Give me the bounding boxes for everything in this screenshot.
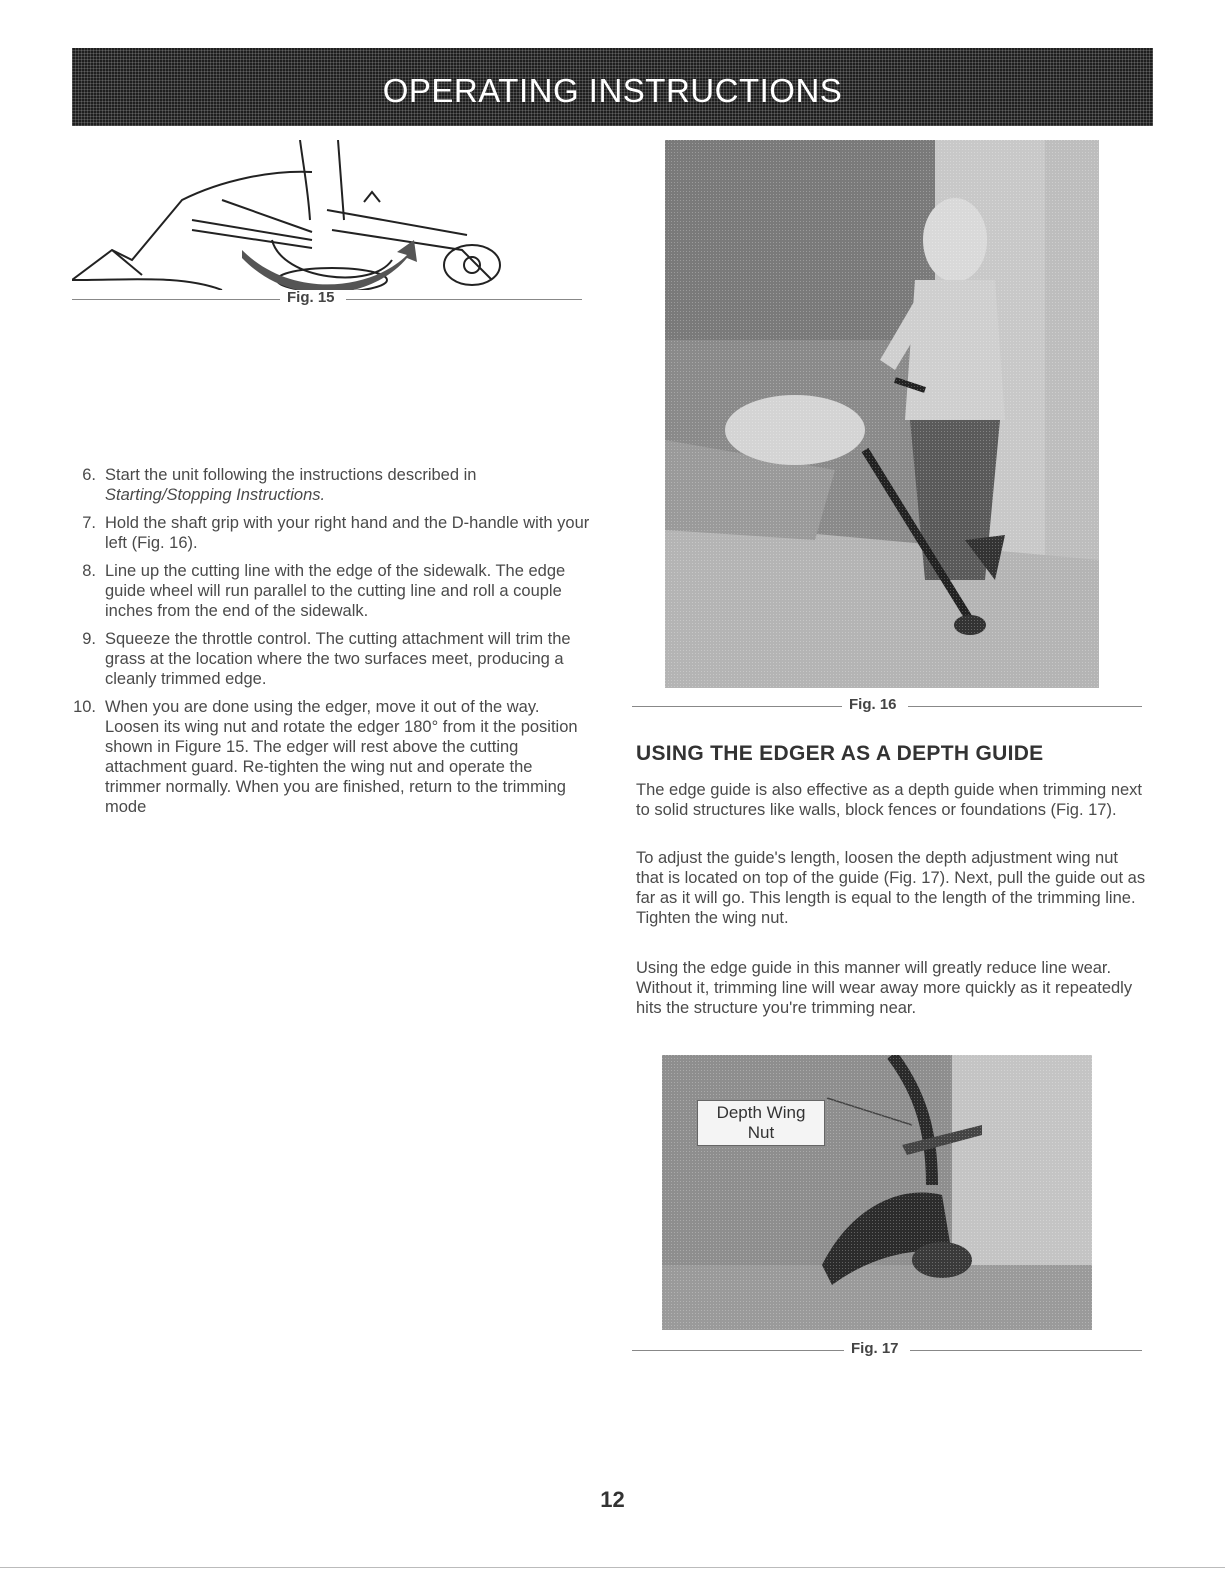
- step-emphasis: Starting/Stopping Instructions.: [105, 486, 326, 504]
- step-text: Start the unit following the instructions described in: [105, 466, 477, 484]
- step-number: 7.: [82, 514, 96, 532]
- list-item: [72, 561, 592, 621]
- caption-rule: [910, 1350, 1142, 1351]
- caption-rule: [72, 299, 280, 300]
- list-item: [72, 465, 592, 505]
- step-text: When you are done using the edger, move it out of the way. Loosen its wing nut and rotate the edger 180° from it the position shown in Figure 15. The edger will rest above the cutting attachment guard. Re-tighten the wing nut and operate the trimmer normally. When you are finished, return to the trimming mode: [105, 698, 578, 816]
- step-number: 9.: [82, 630, 96, 648]
- fig-16-caption: [632, 696, 1142, 716]
- step-number: 6.: [82, 466, 96, 484]
- list-item: [72, 629, 592, 689]
- page-title: OPERATING INSTRUCTIONS: [382, 72, 843, 109]
- callout-line: Nut: [747, 1123, 775, 1142]
- header-band: [72, 48, 1153, 126]
- caption-rule: [346, 299, 582, 300]
- section-heading: USING THE EDGER AS A DEPTH GUIDE: [636, 742, 1044, 765]
- caption-rule: [908, 706, 1142, 707]
- section-paragraph: To adjust the guide's length, loosen the depth adjustment wing nut that is located on top of the guide (Fig. 17). Next, pull the guide out as far as it will go. This length is equal to the length of the trimming line. Tighten the wing nut.: [636, 849, 1146, 927]
- list-item: [72, 513, 592, 553]
- callout-line: Depth Wing: [716, 1103, 806, 1122]
- caption-rule: [632, 1350, 844, 1351]
- fig-15-caption: [72, 289, 582, 309]
- caption-text: Fig. 17: [851, 1340, 899, 1357]
- section-paragraph: The edge guide is also effective as a depth guide when trimming next to solid structures like walls, block fences or foundations (Fig. 17).: [636, 781, 1143, 819]
- step-number: 8.: [82, 562, 96, 580]
- bottom-rule: [0, 1567, 1225, 1568]
- depth-wing-nut-callout: [697, 1100, 825, 1146]
- fig-16-photo: [665, 140, 1099, 688]
- page-number: 12: [600, 1487, 625, 1512]
- list-item: [72, 697, 592, 817]
- step-text: Hold the shaft grip with your right hand and the D-handle with your left (Fig. 16).: [105, 514, 590, 552]
- step-text: Line up the cutting line with the edge of the sidewalk. The edge guide wheel will run parallel to the cutting line and roll a couple inches from the end of the sidewalk.: [105, 562, 566, 620]
- fig-17-photo: [662, 1055, 1092, 1330]
- step-text: Squeeze the throttle control. The cutting attachment will trim the grass at the location where the two surfaces meet, producing a cleanly trimmed edge.: [105, 630, 571, 688]
- caption-rule: [632, 706, 842, 707]
- fig-15-illustration: [72, 140, 582, 290]
- caption-text: Fig. 16: [849, 696, 897, 713]
- step-number: 10.: [73, 698, 96, 716]
- fig-17-caption: [632, 1340, 1142, 1360]
- caption-text: Fig. 15: [287, 289, 335, 306]
- section-paragraph: Using the edge guide in this manner will greatly reduce line wear. Without it, trimming line will wear away more quickly as it repeatedly hits the structure you're trimming near.: [636, 959, 1133, 1017]
- steps-list: [72, 465, 592, 825]
